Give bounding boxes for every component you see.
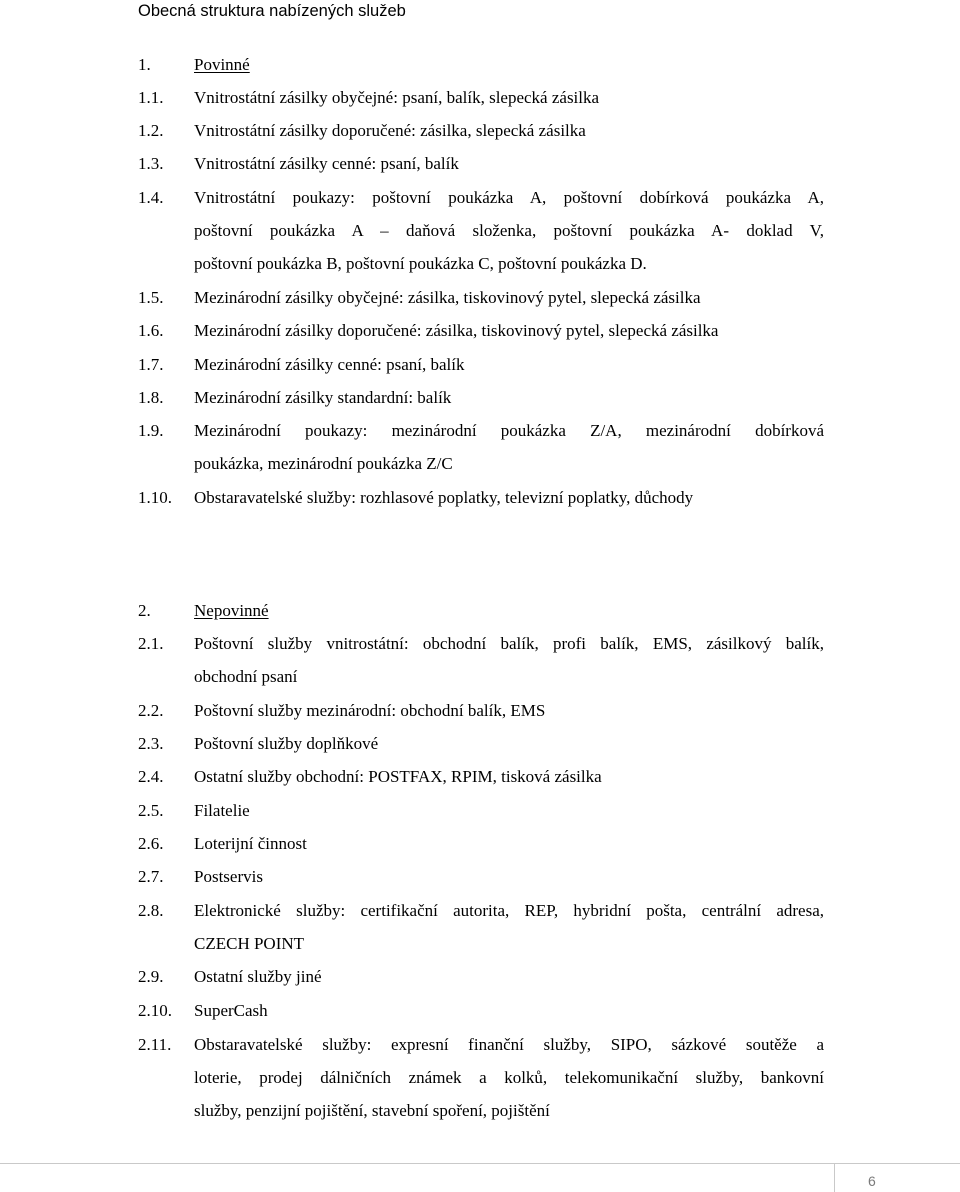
list-item-text [194, 381, 824, 414]
section-2-heading: Nepovinné [194, 601, 269, 620]
list-item-line: služby, penzijní pojištění, stavební spoření, pojištění [194, 1101, 550, 1120]
list-item-line: Filatelie [194, 801, 250, 820]
list-item-number: 2.9. [138, 967, 164, 986]
list-item-text [194, 760, 824, 793]
list-item-number: 2.4. [138, 767, 164, 786]
list-item-line: Mezinárodní zásilky cenné: psaní, balík [194, 355, 465, 374]
list-item-line: poštovní poukázka A – daňová složenka, poštovní poukázka A- doklad V, [194, 221, 824, 240]
list-item-number: 2.10. [138, 1001, 172, 1020]
page-title: Obecná struktura nabízených služeb [138, 2, 406, 20]
list-item-line: Vnitrostátní zásilky cenné: psaní, balík [194, 154, 459, 173]
list-item-text [194, 348, 824, 381]
list-item-line: Loterijní činnost [194, 834, 307, 853]
list-item-line: Elektronické služby: certifikační autorita, REP, hybridní pošta, centrální adresa, [194, 901, 824, 920]
list-item-number: 1.4. [138, 188, 164, 207]
list-item [0, 114, 960, 147]
section-2-number: 2. [138, 601, 151, 620]
list-item [0, 181, 960, 273]
page-number: 6 [868, 1173, 876, 1189]
list-item-number: 1.9. [138, 421, 164, 440]
list-item-text [194, 1028, 824, 1127]
list-item-number: 2.2. [138, 701, 164, 720]
list-item-text [194, 281, 824, 314]
list-item-line: Mezinárodní poukazy: mezinárodní poukázka Z/A, mezinárodní dobírková [194, 421, 824, 440]
list-item-line: poukázka, mezinárodní poukázka Z/C [194, 454, 453, 473]
list-item-line: Poštovní služby vnitrostátní: obchodní balík, profi balík, EMS, zásilkový balík, [194, 634, 824, 653]
list-item [0, 994, 960, 1027]
list-item [0, 314, 960, 347]
list-item-number: 1.3. [138, 154, 164, 173]
list-item-number: 2.1. [138, 634, 164, 653]
list-item [0, 481, 960, 514]
list-item-line: Vnitrostátní zásilky obyčejné: psaní, balík, slepecká zásilka [194, 88, 600, 107]
list-item-number: 2.8. [138, 901, 164, 920]
list-item-text [194, 114, 824, 147]
list-item-number: 1.7. [138, 355, 164, 374]
list-item-number: 2.6. [138, 834, 164, 853]
list-item-text [194, 960, 824, 993]
list-item-number: 2.11. [138, 1035, 172, 1054]
list-item-number: 1.5. [138, 288, 164, 307]
list-item-text [194, 794, 824, 827]
list-item-line: Obstaravatelské služby: rozhlasové poplatky, televizní poplatky, důchody [194, 488, 694, 507]
list-item-text [194, 860, 824, 893]
list-item-number: 2.5. [138, 801, 164, 820]
list-item-line: Poštovní služby doplňkové [194, 734, 379, 753]
list-item-text [194, 314, 824, 347]
list-item-line: obchodní psaní [194, 667, 298, 686]
list-item-line: SuperCash [194, 1001, 268, 1020]
list-item-number: 1.1. [138, 88, 164, 107]
list-item [0, 381, 960, 414]
list-item [0, 147, 960, 180]
section-1-heading-row [0, 48, 960, 81]
list-item-text [194, 894, 824, 960]
list-item [0, 81, 960, 114]
list-item-number: 1.10. [138, 488, 172, 507]
list-item-text [194, 481, 824, 514]
list-item-line: poštovní poukázka B, poštovní poukázka C, poštovní poukázka D. [194, 254, 647, 273]
list-item-line: Mezinárodní zásilky obyčejné: zásilka, tiskovinový pytel, slepecká zásilka [194, 288, 701, 307]
list-item [0, 281, 960, 314]
list-item-text [194, 694, 824, 727]
list-item-number: 2.7. [138, 867, 164, 886]
page-number-box [834, 1163, 960, 1192]
list-item [0, 894, 960, 953]
list-item [0, 1028, 960, 1120]
list-item [0, 860, 960, 893]
list-item-line: Obstaravatelské služby: expresní finanční služby, SIPO, sázkové soutěže a [194, 1035, 824, 1054]
list-item-text [194, 827, 824, 860]
list-item-line: Ostatní služby jiné [194, 967, 322, 986]
list-item-number: 1.8. [138, 388, 164, 407]
list-item-line: Poštovní služby mezinárodní: obchodní balík, EMS [194, 701, 546, 720]
list-item-text [194, 181, 824, 280]
list-item-line: Postservis [194, 867, 263, 886]
list-item-number: 2.3. [138, 734, 164, 753]
list-item-line: Vnitrostátní zásilky doporučené: zásilka, slepecká zásilka [194, 121, 586, 140]
section-1-number: 1. [138, 55, 151, 74]
list-item-text [194, 727, 824, 760]
list-item [0, 960, 960, 993]
list-item-line: Mezinárodní zásilky doporučené: zásilka, tiskovinový pytel, slepecká zásilka [194, 321, 719, 340]
list-item [0, 348, 960, 381]
list-item-line: Ostatní služby obchodní: POSTFAX, RPIM, tisková zásilka [194, 767, 602, 786]
footer-rule [0, 1163, 834, 1164]
section-2-heading-row [0, 594, 960, 627]
list-item [0, 760, 960, 793]
list-item [0, 694, 960, 727]
list-item [0, 794, 960, 827]
list-item-text [194, 81, 824, 114]
list-item-number: 1.2. [138, 121, 164, 140]
list-item-text [194, 994, 824, 1027]
list-item-number: 1.6. [138, 321, 164, 340]
list-item [0, 627, 960, 686]
list-item-line: Vnitrostátní poukazy: poštovní poukázka A, poštovní dobírková poukázka A, [194, 188, 824, 207]
list-item [0, 414, 960, 473]
list-item-text [194, 627, 824, 693]
list-item-line: loterie, prodej dálničních známek a kolků, telekomunikační služby, bankovní [194, 1068, 824, 1087]
list-item [0, 827, 960, 860]
list-item-line: Mezinárodní zásilky standardní: balík [194, 388, 452, 407]
list-item-text [194, 414, 824, 480]
list-item-line: CZECH POINT [194, 934, 305, 953]
list-item-text [194, 147, 824, 180]
list-item [0, 727, 960, 760]
section-1-heading: Povinné [194, 55, 250, 74]
